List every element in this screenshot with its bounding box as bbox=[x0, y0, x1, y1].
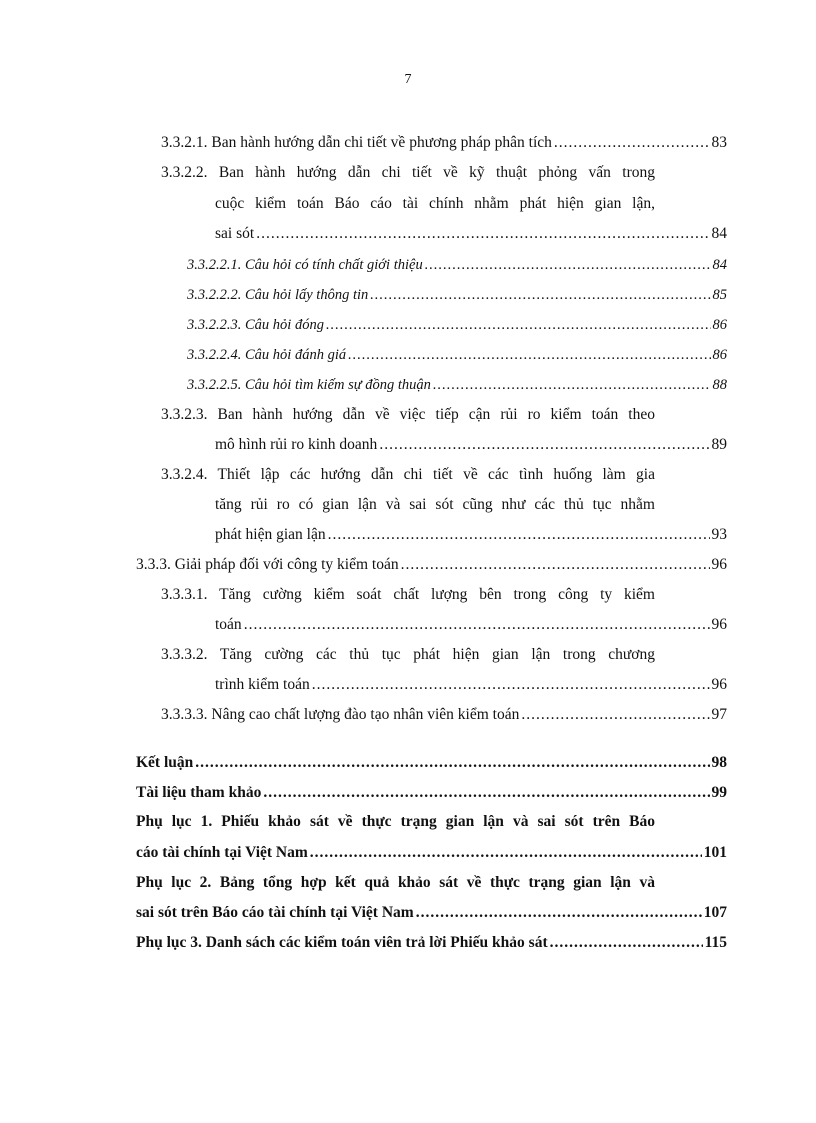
toc-entry-3-3-2-4-line1[interactable]: 3.3.2.4. Thiết lập các hướng dẫn chi tiết về các tình huống làm gia bbox=[161, 466, 655, 483]
toc-page-number: 98 bbox=[711, 754, 727, 771]
toc-entry-title: Phụ lục 3. Danh sách các kiểm toán viên trả lời Phiếu khảo sát bbox=[136, 934, 548, 951]
toc-entry-title: toán bbox=[215, 616, 242, 633]
toc-entry-3-3-2-1[interactable] bbox=[161, 131, 727, 155]
toc-leader-dots bbox=[348, 343, 710, 367]
toc-page-number: 107 bbox=[703, 904, 727, 921]
toc-leader-dots bbox=[370, 283, 710, 307]
toc-entry-title: 3.3.2.2.3. Câu hỏi đóng bbox=[187, 317, 324, 333]
toc-entry-3-3-2-2-5[interactable] bbox=[187, 373, 727, 397]
toc-entry-3-3-3-2-line1[interactable]: 3.3.3.2. Tăng cường các thủ tục phát hiện gian lận trong chương bbox=[161, 646, 655, 663]
toc-entry-3-3-2-2-line2[interactable]: cuộc kiểm toán Báo cáo tài chính nhằm phát hiện gian lận, bbox=[215, 195, 655, 212]
toc-leader-dots bbox=[550, 931, 703, 955]
toc-page-number: 96 bbox=[711, 676, 727, 693]
toc-entry-3-3-2-2-line1[interactable]: 3.3.2.2. Ban hành hướng dẫn chi tiết về kỹ thuật phỏng vấn trong bbox=[161, 164, 655, 181]
toc-leader-dots bbox=[433, 373, 711, 397]
toc-page-number: 101 bbox=[703, 844, 727, 861]
toc-leader-dots bbox=[244, 613, 710, 637]
toc-entry-3-3-2-2-2[interactable] bbox=[187, 283, 727, 307]
toc-entry-title: trình kiểm toán bbox=[215, 676, 310, 693]
toc-entry-title: mô hình rủi ro kinh doanh bbox=[215, 436, 378, 453]
toc-entry-3-3-2-4-line2[interactable]: tăng rủi ro có gian lận và sai sót cũng như các thủ tục nhằm bbox=[215, 496, 655, 513]
toc-page-number: 83 bbox=[711, 134, 727, 151]
toc-entry-3-3-3-2-line2[interactable] bbox=[215, 673, 727, 697]
toc-leader-dots bbox=[401, 553, 710, 577]
toc-page-number: 86 bbox=[712, 317, 727, 333]
toc-leader-dots bbox=[310, 841, 702, 865]
toc-page-number: 84 bbox=[712, 257, 727, 273]
toc-entry-phu-luc-2-line1[interactable]: Phụ lục 2. Bảng tổng hợp kết quả khảo sát về thực trạng gian lận và bbox=[136, 874, 655, 891]
toc-page-number: 96 bbox=[711, 556, 727, 573]
toc-page-number: 86 bbox=[712, 347, 727, 363]
toc-entry-title: 3.3.3. Giải pháp đối với công ty kiểm toán bbox=[136, 556, 399, 573]
toc-entry-title: sai sót bbox=[215, 225, 255, 242]
toc-entry-3-3-3-1-line2[interactable] bbox=[215, 613, 727, 637]
toc-entry-3-3-2-3-line1[interactable]: 3.3.2.3. Ban hành hướng dẫn về việc tiếp cận rủi ro kiểm toán theo bbox=[161, 406, 655, 423]
toc-entry-3-3-2-4-line3[interactable] bbox=[215, 523, 727, 547]
toc-page-number: 115 bbox=[704, 934, 727, 951]
toc-page-number: 84 bbox=[711, 225, 727, 242]
toc-entry-phu-luc-1-line2[interactable] bbox=[136, 841, 727, 865]
toc-entry-title: phát hiện gian lận bbox=[215, 526, 326, 543]
toc-entry-3-3-2-2-3[interactable] bbox=[187, 313, 727, 337]
toc-entry-3-3-2-2-4[interactable] bbox=[187, 343, 727, 367]
toc-entry-title: sai sót trên Báo cáo tài chính tại Việt Nam bbox=[136, 904, 414, 921]
toc-leader-dots bbox=[263, 781, 709, 805]
toc-entry-title: 3.3.3.3. Nâng cao chất lượng đào tạo nhân viên kiểm toán bbox=[161, 706, 520, 723]
toc-entry-title: cáo tài chính tại Việt Nam bbox=[136, 844, 308, 861]
toc-entry-phu-luc-1-line1[interactable]: Phụ lục 1. Phiếu khảo sát về thực trạng gian lận và sai sót trên Báo bbox=[136, 813, 655, 830]
toc-page-number: 93 bbox=[711, 526, 727, 543]
toc-entry-title: Tài liệu tham khảo bbox=[136, 784, 262, 801]
toc-page-number: 89 bbox=[711, 436, 727, 453]
toc-entry-3-3-2-2-1[interactable] bbox=[187, 253, 727, 277]
toc-leader-dots bbox=[256, 222, 709, 246]
toc-entry-title: Kết luận bbox=[136, 754, 194, 771]
toc-entry-3-3-2-3-line2[interactable] bbox=[215, 433, 727, 457]
page-number: 7 bbox=[404, 72, 412, 87]
toc-page-number: 99 bbox=[711, 784, 727, 801]
toc-entry-title: 3.3.2.2.2. Câu hỏi lấy thông tin bbox=[187, 287, 369, 303]
toc-entry-3-3-3-1-line1[interactable]: 3.3.3.1. Tăng cường kiểm soát chất lượng bên trong công ty kiểm bbox=[161, 586, 655, 603]
toc-page-number: 85 bbox=[712, 287, 727, 303]
toc-entry-title: 3.3.2.1. Ban hành hướng dẫn chi tiết về phương pháp phân tích bbox=[161, 134, 552, 151]
toc-leader-dots bbox=[328, 523, 710, 547]
toc-leader-dots bbox=[379, 433, 709, 457]
toc-leader-dots bbox=[554, 131, 710, 155]
toc-leader-dots bbox=[425, 253, 711, 277]
toc-leader-dots bbox=[416, 901, 702, 925]
toc-entry-3-3-3[interactable] bbox=[136, 553, 727, 577]
toc-page-number: 96 bbox=[711, 616, 727, 633]
toc-page-number: 88 bbox=[712, 377, 727, 393]
toc-entry-phu-luc-3[interactable] bbox=[136, 931, 727, 955]
toc-leader-dots bbox=[195, 751, 709, 775]
toc-page-number: 97 bbox=[711, 706, 727, 723]
toc-leader-dots bbox=[326, 313, 711, 337]
toc-entry-3-3-3-3[interactable] bbox=[161, 703, 727, 727]
toc-entry-3-3-2-2-line3[interactable] bbox=[215, 222, 727, 246]
toc-entry-title: 3.3.2.2.4. Câu hỏi đánh giá bbox=[187, 347, 347, 363]
toc-entry-phu-luc-2-line2[interactable] bbox=[136, 901, 727, 925]
toc-entry-title: 3.3.2.2.5. Câu hỏi tìm kiếm sự đồng thuận bbox=[187, 377, 431, 393]
toc-leader-dots bbox=[312, 673, 710, 697]
toc-leader-dots bbox=[521, 703, 709, 727]
toc-entry-ket-luan[interactable] bbox=[136, 751, 727, 775]
toc-entry-title: 3.3.2.2.1. Câu hỏi có tính chất giới thiệu bbox=[187, 257, 423, 273]
toc-entry-tai-lieu-tham-khao[interactable] bbox=[136, 781, 727, 805]
